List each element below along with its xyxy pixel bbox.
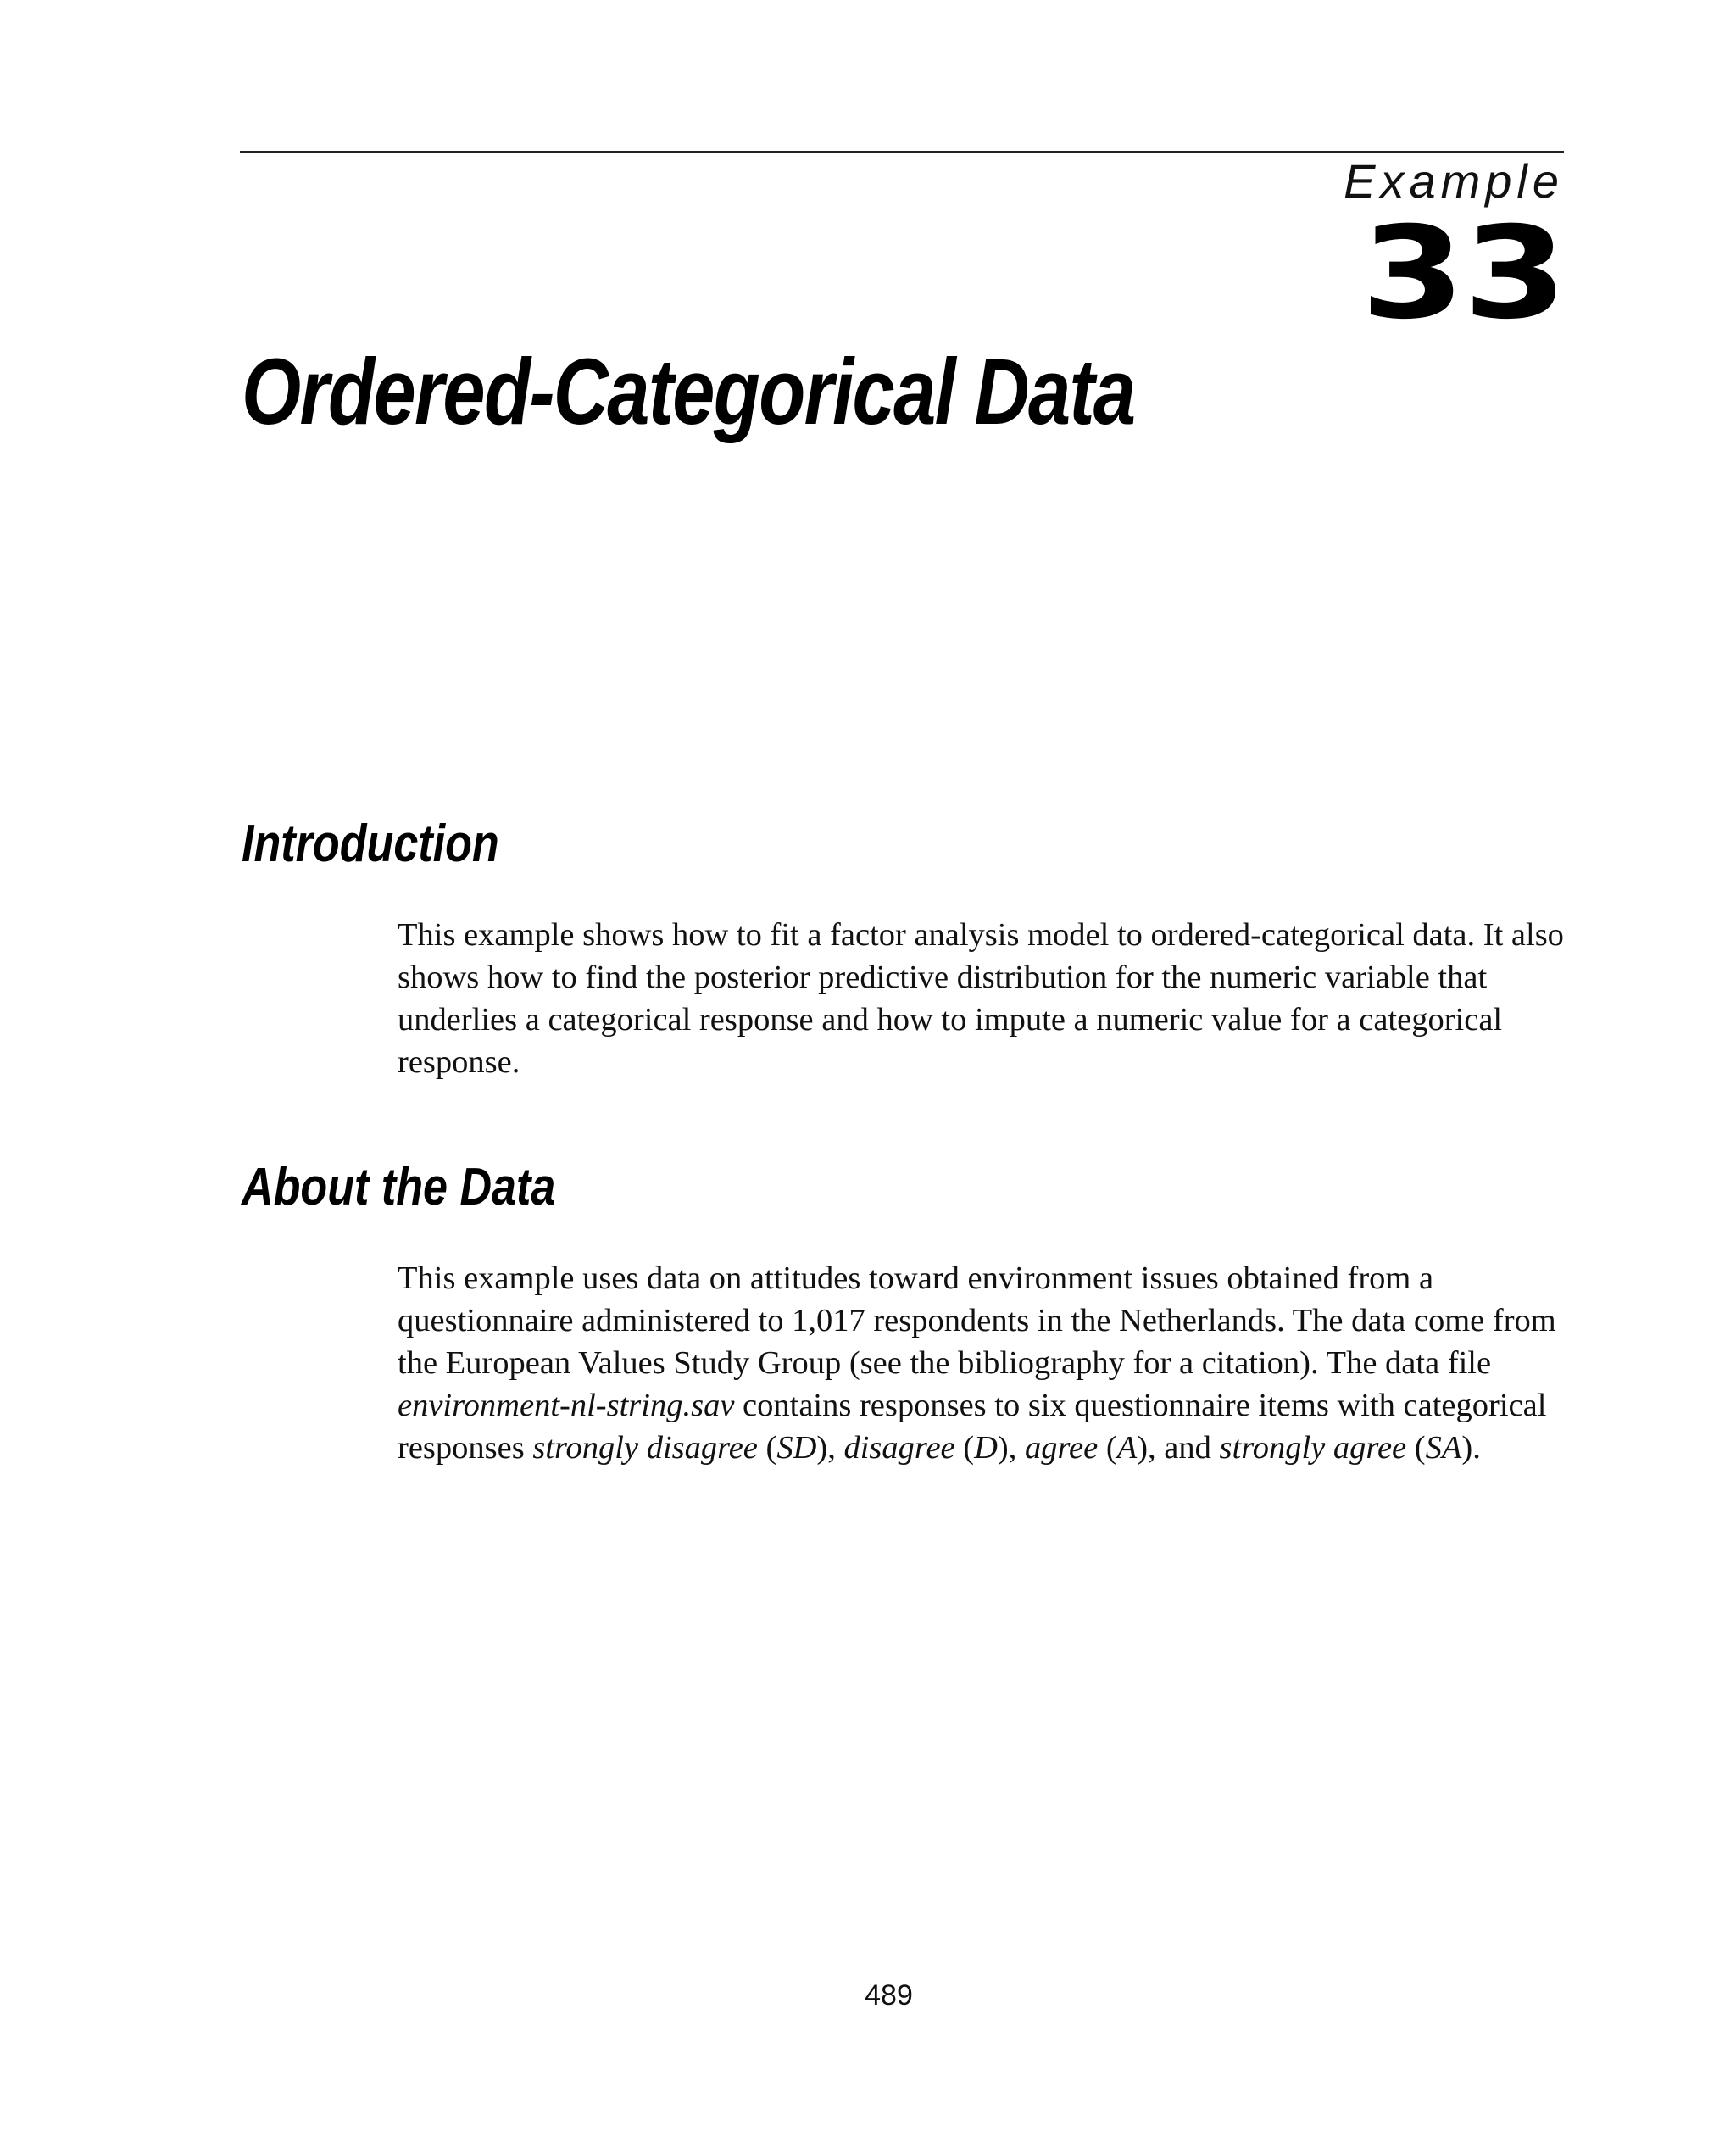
about-text-segment: This example uses data on attitudes toward environment issues obtained from a questionnaire administered to 1,017 respondents in the Netherlands. The data come from the European Values Study Group (see the bibliography for a citation). The data file [398, 1260, 1556, 1381]
header-rule [240, 151, 1564, 153]
about-text-segment: ( [954, 1430, 975, 1466]
about-text-segment: ( [757, 1430, 777, 1466]
data-file-name: environment-nl-string.sav [398, 1388, 735, 1423]
page-number: 489 [865, 1979, 913, 2011]
about-text-segment: ), and [1137, 1430, 1220, 1466]
about-text-segment: ( [1098, 1430, 1117, 1466]
abbr-d: D [974, 1430, 998, 1466]
about-text-segment: ( [1406, 1430, 1426, 1466]
about-text-segment: ), [997, 1430, 1025, 1466]
abbr-a: A [1116, 1430, 1138, 1466]
response-agree: agree [1025, 1430, 1099, 1466]
section-heading-about-the-data: About the Data [242, 1158, 556, 1216]
section-heading-introduction: Introduction [242, 815, 499, 873]
response-strongly-agree: strongly agree [1219, 1430, 1407, 1466]
response-strongly-disagree: strongly disagree [532, 1430, 758, 1466]
introduction-paragraph: This example shows how to fit a factor analysis model to ordered-categorical data. It also shows how to find the posterior predictive distribution for the numeric variable that underlies a categorical response and how to impute a numeric value for a categorical response. [398, 917, 1564, 1080]
chapter-title: Ordered-Categorical Data [242, 340, 1135, 444]
example-label: Example [1344, 154, 1564, 208]
response-disagree: disagree [843, 1430, 955, 1466]
about-text-segment: ), [816, 1430, 844, 1466]
about-text-segment: contains responses to six questionnaire items with categorical responses [398, 1388, 1547, 1466]
abbr-sd: SD [776, 1430, 817, 1466]
example-number: 33 [1360, 200, 1566, 348]
abbr-sa: SA [1425, 1430, 1462, 1466]
about-text-segment: ). [1461, 1430, 1481, 1466]
about-data-paragraph [398, 1257, 1567, 1469]
